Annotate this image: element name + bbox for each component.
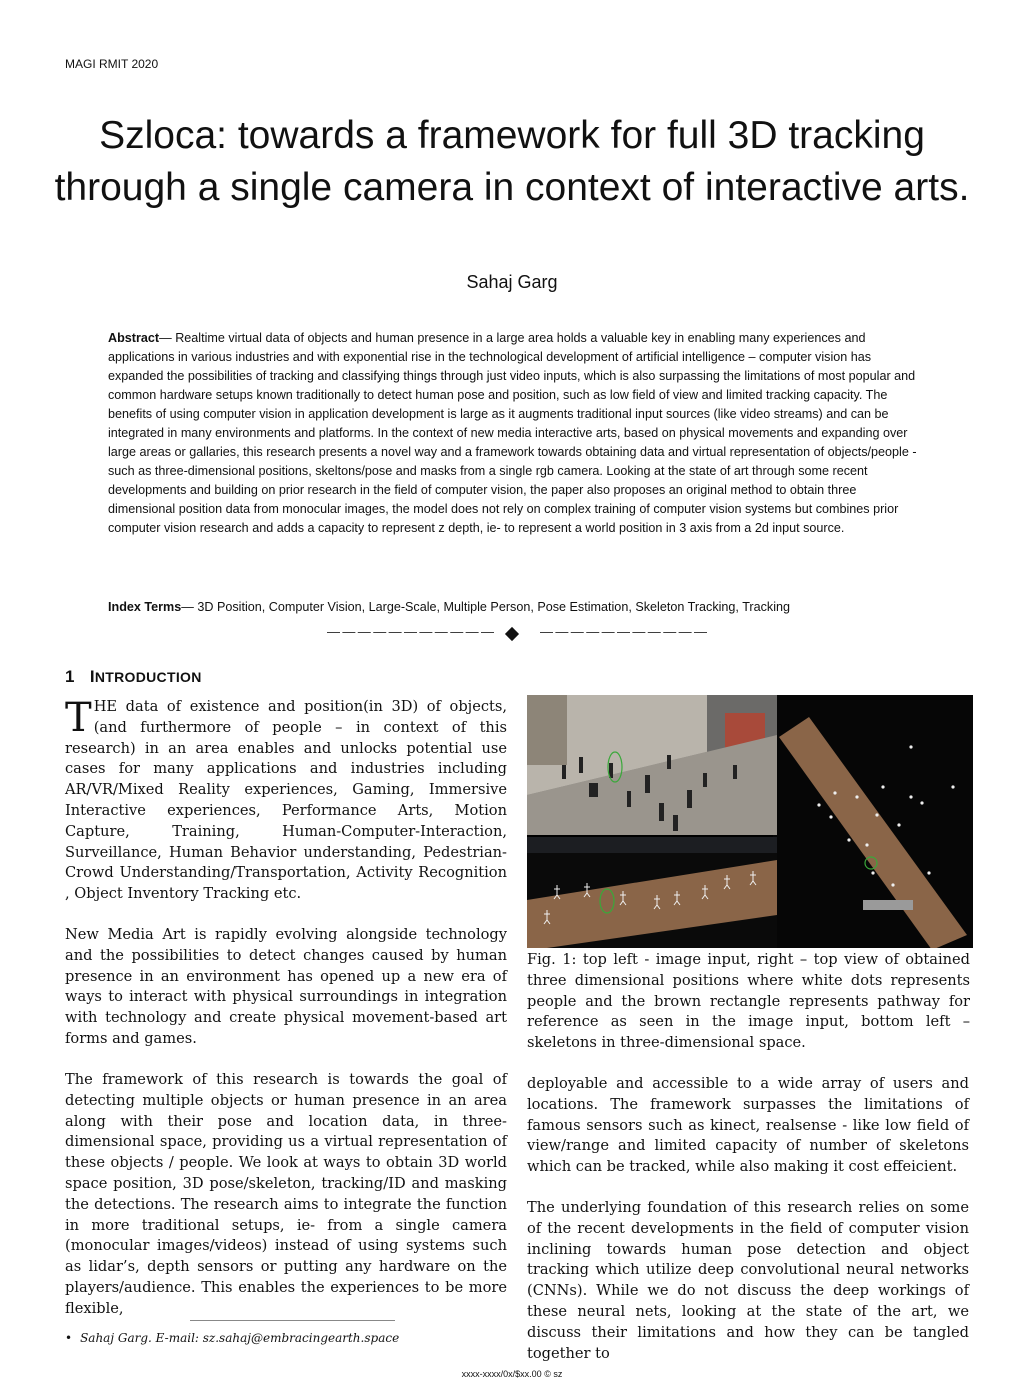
intro-paragraph-4: deployable and accessible to a wide array of users and locations. The framework surpasses the limitations of famous sensors such as kinect, realsense - like low field of view/range and limited capacity of number of skeletons which can be tracked, while also making it cost effeicient. <box>527 1075 969 1176</box>
figure-1-graphic <box>527 695 973 948</box>
vehicle-block <box>863 900 913 910</box>
running-head: MAGI RMIT 2020 <box>65 57 159 71</box>
index-terms <box>108 598 923 617</box>
section-title-initial: I <box>89 667 95 686</box>
page-footer: xxxx-xxxx/0x/$xx.00 © sz <box>461 1369 563 1379</box>
index-terms-label: Index Terms <box>108 600 182 614</box>
abstract-text: Realtime virtual data of objects and human presence in a large area holds a valuable key in enabling many experiences and applications in various industries and with exponential rise in the technological development of artificial intelligence – computer vision has expanded the possibilities of tracking and classifying things through just video inputs, which is also surpassing the limitations of most popular and common hardware setups known traditionally to detect human pose and position, such as low field of view and limited tracking capacity. The benefits of using computer vision in application development is large as it augments traditional input sources (like video streams) and can be integrated in many environments and platforms. In the context of new media interactive arts, based on physical movements and expanding over large areas or gallaries, this research presents a novel way and a framework towards obtaining data and virtual representation of objects/people - such as three-dimensional positions, skeltons/pose and masks from a single rgb camera. Looking at the state of art through some recent developments and building on prior research in the field of computer vision, the paper also proposes an original method to obtain three dimensional position data from monocular images, the model does not rely on complex training of computer vision systems but combines prior computer vision research and adds a capacity to represent z depth, ie- to represent a world position in 3 axis from a 2d input source. <box>108 331 917 535</box>
intro-paragraph-2: New Media Art is rapidly evolving alongside technology and the possibilities to detect changes caused by human presence in an environment has opened up a new era of ways to interact with physical surroundings in integration with technology and create physical movement-based art forms and games. <box>65 926 507 1047</box>
intro-paragraph-1 <box>65 697 507 905</box>
separator-dashes-right: ——————————— <box>540 624 710 639</box>
section-title-rest: NTRODUCTION <box>94 669 202 685</box>
footnote-text: Sahaj Garg. E-mail: sz.sahaj@embracingearth.space <box>80 1331 400 1345</box>
skeleton-panel <box>527 837 777 948</box>
index-terms-dash: — <box>181 600 194 614</box>
footnote-bullet: • <box>65 1331 73 1345</box>
intro-paragraph-5: The underlying foundation of this research relies on some of the recent developments in the field of computer vision inclining towards human pose detection and object tracking which utilize deep convolutional neural networks (CNNs). While we do not discuss the deep workings of these neural nets, looking at the state of the art, we discuss their limitations and how they can be tangled together to <box>527 1199 969 1362</box>
drop-cap: T <box>65 695 92 741</box>
paper-title: Szloca: towards a framework for full 3D tracking through a single camera in context of interactive arts. <box>54 114 970 209</box>
author-name: Sahaj Garg <box>466 272 558 292</box>
separator-diamond-icon <box>505 627 519 641</box>
figure-1-caption: Fig. 1: top left - image input, right – top view of obtained three dimensional positions where white dots represents people and the brown rectangle represents pathway for reference as seen in the image input, bottom left – skeletons in three-dimensional space. <box>527 951 970 1052</box>
abstract-label: Abstract <box>108 331 160 345</box>
footnote <box>65 1331 399 1345</box>
figure-1 <box>527 695 973 948</box>
section-number: 1 <box>65 667 75 686</box>
index-terms-text: 3D Position, Computer Vision, Large-Scale, Multiple Person, Pose Estimation, Skeleton Tracking, Tracking <box>197 600 791 614</box>
abstract-dash: — <box>159 331 172 345</box>
intro-paragraph-1-text: HE data of existence and position(in 3D) of objects, (and furthermore of people – in context of this research) in an area enables and unlocks potential use cases for many applications and industries including AR/VR/Mixed Reality experiences, Gaming, Immersive Interactive experiences, Performance Arts, Motion Capture, Training, Human-Computer-Interaction, Surveillance, Human Behavior understanding, Pedestrian- Crowd Understanding/Transportation, Activity Recognition , Object Inventory Tracking etc. <box>65 698 507 903</box>
footnote-rule <box>190 1320 395 1321</box>
camera-image-panel <box>527 695 777 835</box>
section-heading <box>65 667 202 687</box>
separator-dashes-left: ——————————— <box>327 624 497 639</box>
abstract <box>108 329 923 538</box>
intro-paragraph-3: The framework of this research is towards the goal of detecting multiple objects or human presence in an area along with their pose and location data, in three-dimensional space, providing us a virtual representation of these objects / people. We look at ways to obtain 3D world space position, 3D pose/skeleton, tracking/ID and masking the detections. The research aims to integrate the function in more traditional setups, ie- from a single camera (monocular images/videos) instead of using systems such as lidar’s, depth sensors or putting any hardware on the players/audience. This enables the experiences to be more flexible, <box>65 1071 507 1317</box>
